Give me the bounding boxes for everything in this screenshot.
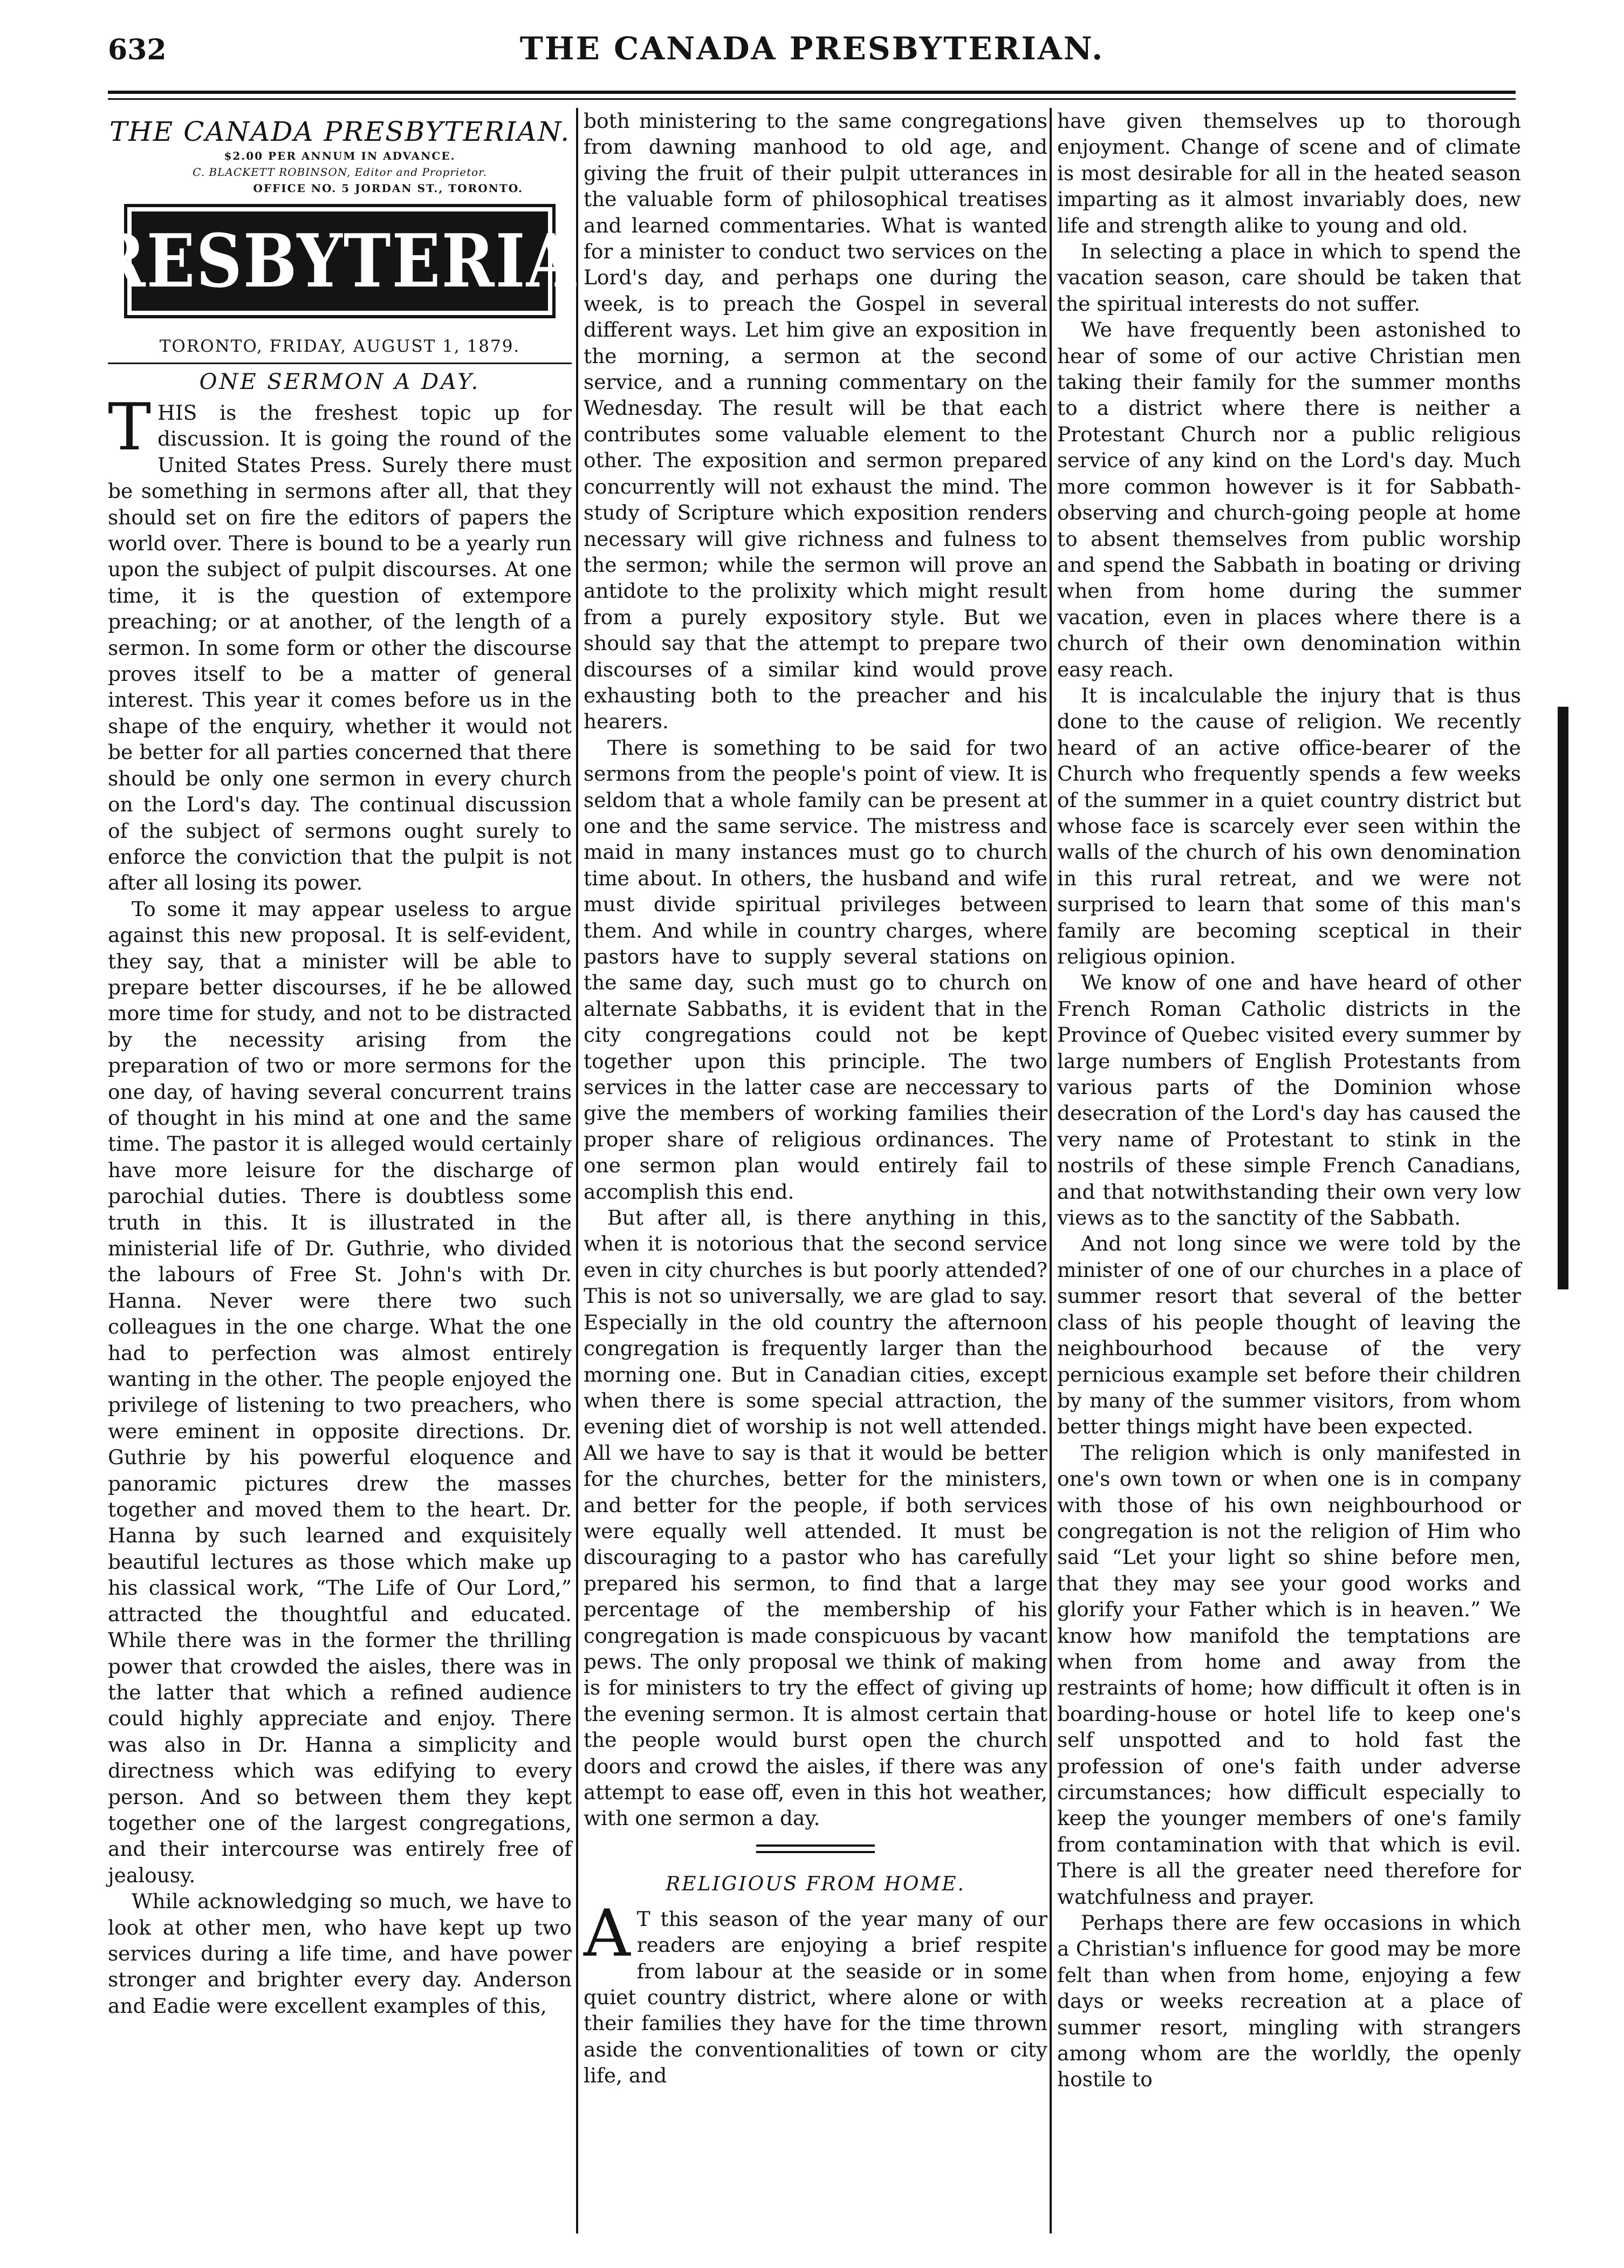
masthead-price: $2.00 PER ANNUM IN ADVANCE. [224,149,456,162]
masthead-logo [43,204,636,318]
header-rule [108,91,1516,94]
article-paragraph: have given themselves up to thorough enjoyment. Change of scene and of climate is most desirable for all in the heated season imparting as it almost invariably does, new life and strength alike to young and old. [1057,109,1521,237]
section-rule [756,1845,875,1853]
article-paragraph: both ministering to the same congregations from dawning manhood to old age, and giving the fruit of their pulpit utterances in the valuable form of philosophical treatises and learned commentaries. What is wanted for a minister to conduct two services on the Lord's day, and perhaps one during the week, is to preach the Gospel in several different ways. Let him give an exposition in the morning, a sermon at the second service, and a running commentary on the Wednesday. The result will be that each contributes some valuable element to the other. The exposition and sermon prepared concurrently will not exhaust the mind. The study of Scripture which exposition renders necessary will give richness and fulness to the sermon; while the sermon will prove an antidote to the prolixity which might result from a purely expository style. But we should say that the attempt to prepare two discourses of a similar kind would prove exhausting both to the preacher and his hearers. [584,109,1047,734]
article-paragraph: We know of one and have heard of other French Roman Catholic districts in the Province of Quebec visited every summer by large numbers of English Protestants from various parts of the Dominion whose desecration of the Lord's day has caused the very name of Protestant to stink in the nostrils of these simple French Canadians, and that notwithstanding their own very low views as to the sanctity of the Sabbath. [1057,971,1521,1230]
dateline: TORONTO, FRIDAY, AUGUST 1, 1879. [159,337,520,356]
drop-cap: A [584,1896,631,1971]
column-rule [576,108,578,2233]
masthead-title: THE CANADA PRESBYTERIAN. [109,116,571,147]
paragraph-text: is the freshest topic up for discussion. It is going the round of the United States Press. Surely there must be something in sermons after all, that they should set on fire the editors of papers the world over. There is bound to be a yearly run upon the subject of pulpit discourses. At one time, it is the question of extempore preaching; or at another, of the length of a sermon. In some form or other the discourse proves itself to be a matter of general interest. This year it comes before us in the shape of the enquiry, whether it would not be better for all parties concerned that there should be only one sermon in every church on the Lord's day. The continual discussion of the subject of sermons ought surely to enforce the conviction that the pulpit is not after all losing its power. [108,401,572,895]
article-paragraph: While acknowledging so much, we have to look at other men, who have kept up two services during a life time, and have power stronger and brighter every day. Anderson and Eadie were excellent examples of this, [108,1889,572,2018]
article-paragraph: There is something to be said for two sermons from the people's point of view. It is seldom that a whole family can be present at one and the same service. The mistress and maid in many instances must go to church time about. In others, the husband and wife must divide spiritual privileges between them. And while in country charges, where pastors have to supply several stations on the same day, such must go to church on alternate Sabbaths, it is evident that in the city congregations could not be kept together upon this principle. The two services in the latter case are neccessary to give the members of working families their proper share of religious ordinances. The one sermon plan would entirely fail to accomplish this end. [584,735,1047,1204]
margin-bar [1558,707,1568,1289]
column-1 [43,108,636,2244]
article-paragraph: Perhaps there are few occasions in which a Christian's influence for good may be more felt than when from home, enjoying a few days or weeks recreation at a place of summer resort, mingling with strangers among whom are the worldly, the openly hostile to [1057,1911,1521,2092]
masthead-logo-text: PRESBYTERIAN [43,217,636,304]
article-paragraph: To some it may appear useless to argue against this new proposal. It is self-evident, they say, that a minister will be able to prepare better discourses, if he be allowed more time for study, and not to be distracted by the necessity arising from the preparation of two or more sermons for the one day, of having several concurrent trains of thought in his mind at one and the same time. The pastor it is alleged would certainly have more leisure for the discharge of parochial duties. There is doubtless some truth in this. It is illustrated in the ministerial life of Dr. Guthrie, who divided the labours of Free St. John's with Dr. Hanna. Never were there two such colleagues in the one charge. What the one had to perfection was almost entirely wanting in the other. The people enjoyed the privilege of listening to two preachers, who were eminent in opposite directions. Dr. Guthrie by his powerful eloquence and panoramic pictures drew the masses together and moved them to the heart. Dr. Hanna by such learned and exquisitely beautiful lectures as those which make up his classical work, “The Life of Our Lord,” attracted the thoughtful and educated. While there was in the former the thrilling power that crowded the aisles, there was in the latter that which a refined audience could highly appreciate and enjoy. There was also in Dr. Hanna a simplicity and directness which was edifying to every person. And so between them they kept together one of the largest congregations, and their intercourse was entirely free of jealousy. [108,897,572,1887]
article-title: ONE SERMON A DAY. [199,370,481,394]
paragraph-text: this season of the year many of our readers are enjoying a brief respite from labour at the seaside or in some quiet country district, where alone or with their families they have for the time thrown aside the conventionalities of town or city life, and [584,1907,1047,2088]
article-paragraph [108,390,572,896]
column-3 [1057,108,1521,2244]
article-paragraph: But after all, is there anything in this, when it is notorious that the second service even in city churches is but poorly attended? This is not so universally, we are glad to say. Especially in the old country the afternoon congregation is frequently larger than the morning one. But in Canadian cities, except when there is some special attraction, the evening diet of worship is not well attended. All we have to say is that it would be better for the churches, better for the ministers, and better for the people, if both services were equally well attended. It must be discouraging to a pastor who has carefully prepared his sermon, to find that a large percentage of the membership of his congregation is made conspicuous by vacant pews. The only proposal we think of making is for ministers to try the effect of giving up the evening sermon. It is almost certain that the people would burst open the church doors and crowd the aisles, if there was any attempt to ease off, even in this hot weather, with one sermon a day. [584,1206,1047,1830]
article-paragraph: And not long since we were told by the minister of one of our churches in a place of summer resort that several of the better class of his people thought of leaving the neighbourhood because of the very pernicious example set before their children by many of the summer visitors, from whom better things might have been expected. [1057,1232,1521,1439]
column-rule [1050,108,1052,2233]
dateline-rule [108,363,572,364]
drop-cap: T [108,390,152,465]
article-paragraph: In selecting a place in which to spend the vacation season, care should be taken that the spiritual interests do not suffer. [1057,240,1521,316]
article-title: RELIGIOUS FROM HOME. [666,1873,965,1895]
masthead-office: OFFICE NO. 5 JORDAN ST., TORONTO. [253,182,523,195]
article-paragraph: We have frequently been astonished to hear of some of our active Christian men taking their family for the summer months to a district where there is neither a Protestant Church nor a public religious service of any kind on the Lord's day. Much more common however is it for Sabbath-observing and church-going people at home to absent themselves from public worship and spend the Sabbath in boating or driving when from home during the summer vacation, even in places where there is a church of their own denomination within easy reach. [1057,318,1521,681]
page-number: 632 [108,33,167,66]
column-2 [584,108,1047,2244]
header-rule-thin [108,98,1516,100]
lead-word: HIS [157,401,197,425]
running-head: THE CANADA PRESBYTERIAN. [519,30,1105,67]
article-paragraph [584,1896,1047,2089]
article-paragraph: It is incalculable the injury that is thus done to the cause of religion. We recently heard of an active office-bearer of the Church who frequently spends a few weeks of the summer in a quiet country district but whose face is scarcely ever seen within the walls of the church of his own denomination in this rural retreat, and we were not surprised to learn that some of this man's family are becoming sceptical in their religious opinion. [1057,683,1521,968]
masthead-editor: C. BLACKETT ROBINSON, Editor and Proprietor. [193,166,487,179]
article-paragraph: The religion which is only manifested in one's own town or when one is in company with those of his own neighbourhood or congregation is not the religion of Him who said “Let your light so shine before men, that they may see your good works and glorify your Father which is in heaven.” We know how manifold the temptations are when from home and away from the restraints of home; how difficult it often is in boarding-house or hotel life to keep one's self unspotted and to hold fast the profession of one's faith under adverse circumstances; how difficult especially to keep the younger members of one's family from contamination with that which is evil. There is all the greater need therefore for watchfulness and prayer. [1057,1440,1521,1909]
lead-word: T [636,1907,650,1931]
